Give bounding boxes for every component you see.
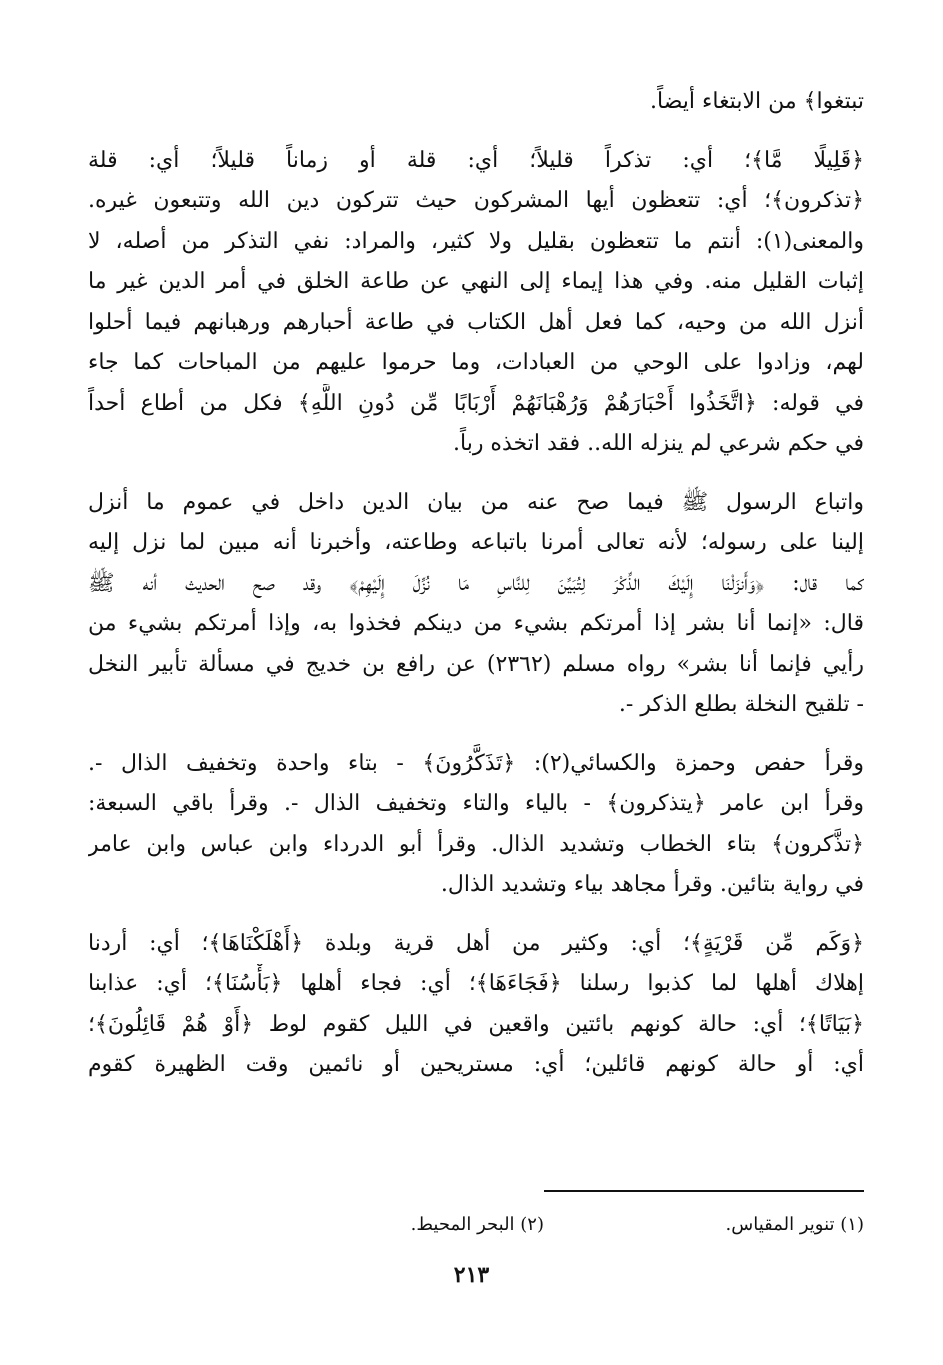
text-line: في رواية بتائين. وقرأ مجاهد بياء وتشديد الذال. (440, 872, 864, 897)
page-body (88, 82, 864, 1086)
text-line: وقرأ ابن عامر ﴿يتذكرون﴾ - بالياء والتاء وتخفيف الذال -. وقرأ باقي السبعة: (88, 791, 864, 816)
text-line: - تلقيح النخلة بطلع الذكر -. (618, 692, 864, 717)
text-line: في حكم شرعي لم ينزله الله.. فقد اتخذه رباً. (453, 431, 864, 456)
text-line: أنزل الله من وحيه، كما فعل أهل الكتاب في طاعة أحبارهم ورهبانهم فيما أحلوا (88, 309, 864, 335)
paragraph-1 (88, 82, 864, 123)
footnote-2: (٢) البحر المحيط. (410, 1214, 544, 1235)
text-line: في قوله: ﴿اتَّخَذُوا أَحْبَارَهُمْ وَرُهْبَانَهُمْ أَرْبَابًا مِّن دُونِ اللَّهِ﴾ فكل من أطاع أحداً (88, 390, 864, 416)
paragraph-4 (88, 744, 864, 906)
paragraph-gap (88, 465, 864, 483)
text-line: أي: أو حالة كونهم قائلين؛ أي: مستريحين أو نائمين وقت الظهيرة كقوم (88, 1052, 864, 1077)
text-line: ﴿وَكَم مِّن قَرْيَةٍ﴾؛ أي: وكثير من أهل قرية وبلدة ﴿أَهْلَكْنَاهَا﴾؛ أي: أردنا (88, 930, 864, 956)
text-line: ﴿بَيَاتًا﴾؛ أي: حالة كونهم بائتين واقعين في الليل كقوم لوط ﴿أَوْ هُمْ قَائِلُونَ﴾؛ (88, 1011, 864, 1037)
text-line: واتباع الرسول ﷺ فيما صح عنه من بيان الدين داخل في عموم ما أنزل (88, 489, 864, 515)
text-line: إهلاك أهلها لما كذبوا رسلنا ﴿فَجَاءَهَا﴾؛ أي: فجاء أهلها ﴿بَأْسُنَا﴾؛ أي: عذابنا (88, 971, 864, 996)
text-line: رأيي فإنما أنا بشر» رواه مسلم (٢٣٦٢) عن رافع بن خديج في مسألة تأبير النخل (88, 651, 864, 677)
paragraph-5 (88, 924, 864, 1086)
text-line: لهم، وزادوا على الوحي من العبادات، وما حرموا عليهم من المباحات كما جاء (88, 350, 864, 375)
paragraph-gap (88, 726, 864, 744)
footnote-1: (١) تنوير المقياس. (725, 1214, 864, 1235)
text-line: ﴿تذَّكرون﴾ بتاء الخطاب وتشديد الذال. وقرأ أبو الدرداء وابن عباس وابن عامر (88, 831, 864, 857)
paragraph-3 (88, 483, 864, 726)
page-number: ٢١٣ (453, 1262, 490, 1288)
text-line: ﴿قَلِيلًا مَّا﴾؛ أي: تذكراً قليلاً؛ أي: قلة أو زماناً قليلاً؛ أي: قلة (88, 147, 864, 173)
paragraph-gap (88, 123, 864, 141)
paragraph-2 (88, 141, 864, 465)
text-line: قال: «إنما أنا بشر إذا أمرتكم بشيء من دينكم فخذوا به، وإذا أمرتكم بشيء من (88, 611, 864, 636)
text-line: ﴿تذكرون﴾؛ أي: تتعظون أيها المشركون حيث تتركون دين الله وتتبعون غيره. (88, 188, 864, 213)
text-line: كما قال: ﴿وَأَنزَلْنَا إِلَيْكَ الذِّكْرَ لِتُبَيِّنَ لِلنَّاسِ مَا نُزِّلَ إِلَيْهِمْ﴾ وقد صح الحديث أنه ﷺ (88, 570, 864, 596)
text-line: إثبات القليل منه. وفي هذا إيماء إلى النهي عن طاعة الخلق في أمر الدين غير ما (88, 269, 864, 294)
footnote-divider (544, 1190, 864, 1192)
text-line: تبتغوا﴾ من الابتغاء أيضاً. (650, 89, 864, 114)
text-line: إلينا على رسوله؛ لأنه تعالى أمرنا باتباعه وطاعته، وأخبرنا أنه مبين لما نزل إليه (88, 530, 864, 555)
text-line: وقرأ حفص وحمزة والكسائي(٢): ﴿تَذَكَّرُونَ﴾ - بتاء واحدة وتخفيف الذال -. (88, 750, 864, 776)
text-line: والمعنى(١): أنتم ما تتعظون بقليل ولا كثير، والمراد: نفي التذكر من أصله، لا (88, 228, 864, 254)
paragraph-gap (88, 906, 864, 924)
